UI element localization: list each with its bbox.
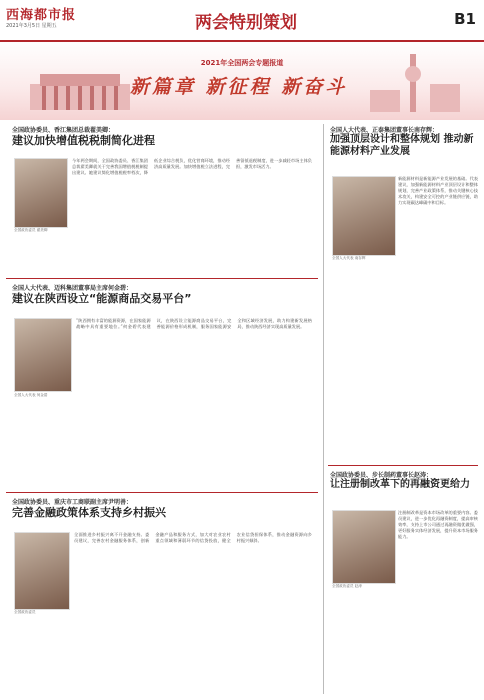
- portrait-photo: [332, 510, 396, 584]
- photo-caption: 全国人大代表 何金碧: [14, 393, 48, 397]
- article-kicker: 全国政协委员、重庆市工商联副主席尹明善：: [12, 499, 133, 506]
- article-kicker: 全国政协委员、香江集团总裁翟美卿：: [12, 127, 115, 134]
- article-body: 注册制改革是资本市场改革的重要内容。委员建议，进一步优化再融资制度，提高审核效率，支持上市公司通过再融资做优做强，更好服务实体经济发展，提升资本市场服务能力。: [398, 510, 478, 539]
- portrait-photo: [14, 158, 68, 228]
- section-divider: [328, 465, 478, 466]
- article-body: “陕西拥有丰富的能源资源，在国家能源战略中具有重要地位。”何金碧代表建议，在陕西设立能源商品交易平台，完善能源价格形成机制，服务国家能源安全和区域经济发展，助力构建新发展格局，推动陕西经济实现高质量发展。: [76, 318, 312, 329]
- article-body: 新能源材料是新能源产业发展的基础。代表建议，加强新能源材料产业顶层设计和整体规划，完善产业政策体系，推动关键核心技术攻关，构建安全可控的产业链供应链，助力实现碳达峰碳中和目标。: [398, 176, 478, 205]
- photo-caption: 全国政协委员 赵涛: [332, 584, 362, 588]
- article-4: [330, 125, 478, 158]
- article-2: [12, 283, 312, 305]
- article-body: 今年两会期间，全国政协委员、香江集团总裁翟美卿就关于完善我国增值税税制提出建议。她建议简化增值税税率档次，降低企业综合税负，优化营商环境，推动经济高质量发展。加快增值税立法进程，完善留抵退税制度，进一步减轻市场主体负担，激发市场活力。: [72, 158, 312, 175]
- article-kicker: 全国政协委员、步长制药董事长赵涛：: [330, 472, 433, 479]
- photo-caption: 全国人大代表 南存辉: [332, 256, 366, 260]
- great-hall-illustration: [20, 44, 140, 116]
- banner-title: 2021年全国两会专题报道: [200, 59, 284, 67]
- article-headline: 让注册制改革下的再融资更给力: [330, 479, 470, 490]
- portrait-photo: [14, 532, 70, 610]
- article-headline: 完善金融政策体系支持乡村振兴: [12, 506, 166, 519]
- page-number: B1: [454, 10, 476, 28]
- article-headline: 建议在陕西设立“能源商品交易平台”: [12, 292, 192, 305]
- section-divider: [6, 278, 318, 279]
- photo-caption: 全国政协委员: [14, 610, 36, 614]
- tower-illustration: [360, 44, 470, 116]
- portrait-photo: [14, 318, 72, 392]
- article-3: [12, 497, 312, 519]
- banner-slogan: 新篇章 新征程 新奋斗: [130, 76, 348, 98]
- newspaper-logo: 西海都市报: [6, 8, 77, 23]
- article-headline: 建议加快增值税税制简化进程: [12, 134, 155, 147]
- article-kicker: 全国人大代表、正泰集团董事长南存辉：: [330, 127, 439, 134]
- article-kicker: 全国人大代表、迈科集团董事局主席何金碧：: [12, 285, 133, 292]
- article-1: [12, 125, 312, 147]
- photo-caption: 全国政协委员 翟美卿: [14, 228, 48, 232]
- article-body: 全面推进乡村振兴离不开金融支持。委员建议，完善农村金融服务体系，创新金融产品和服务方式，加大对农业农村重点领域和薄弱环节的信贷投放，健全农业信贷担保体系，推动金融资源向乡村振兴倾斜。: [74, 532, 312, 543]
- article-5: [330, 470, 478, 491]
- issue-date: 2021年3月5日 星期五: [6, 23, 57, 29]
- portrait-photo: [332, 176, 396, 256]
- section-divider: [6, 492, 318, 493]
- section-title: 两会特别策划: [195, 13, 297, 33]
- column-divider: [323, 124, 324, 694]
- article-headline: 加强顶层设计和整体规划 推动新能源材料产业发展: [330, 134, 474, 157]
